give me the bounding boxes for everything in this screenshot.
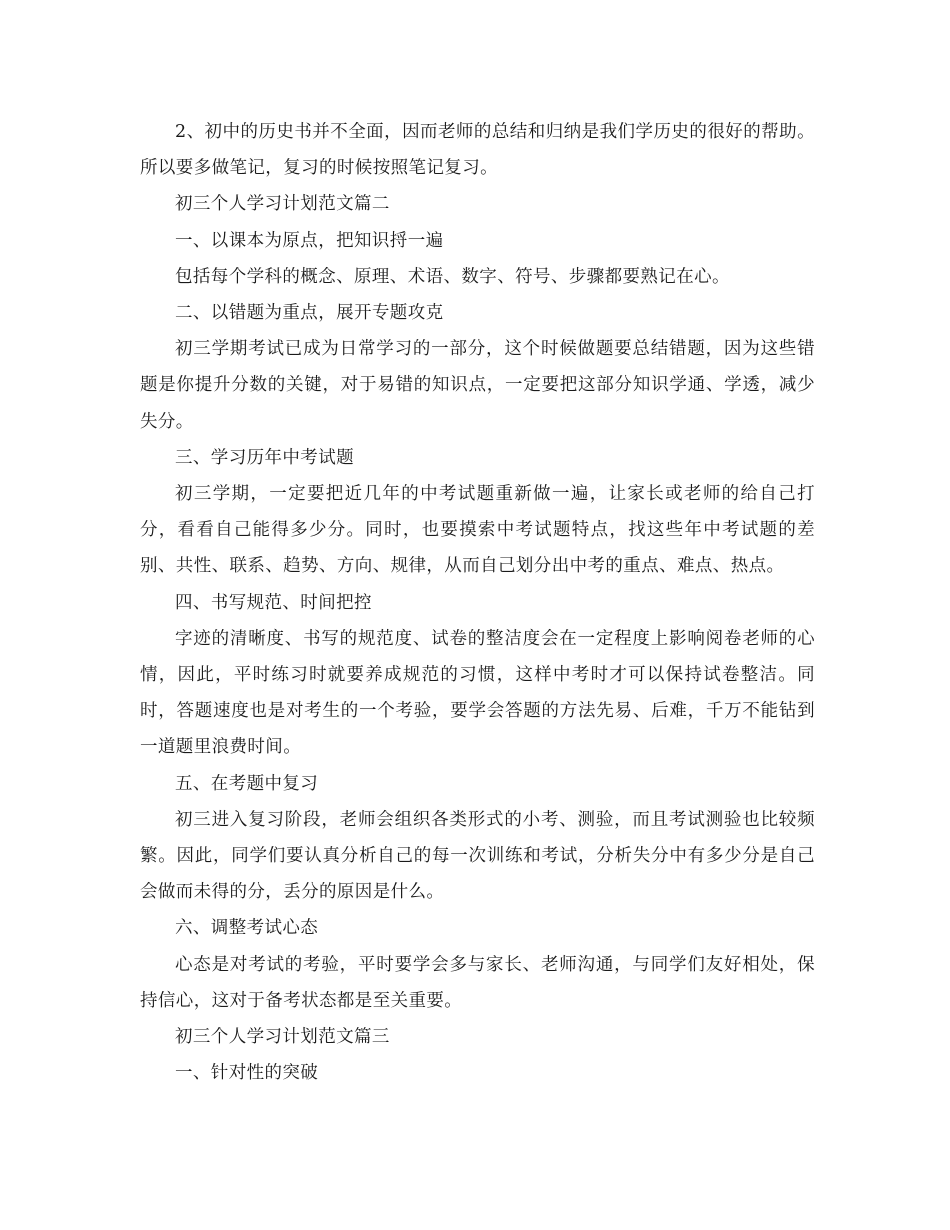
item-heading-2: 二、以错题为重点，展开专题攻克 [175,303,444,324]
paragraph-item-2: 初三学期考试已成为日常学习的一部分，这个时候做题要总结错题，因为这些错题是你提升分数的关键，对于易错的知识点，一定要把这部分知识学通、学透，减少失分。 [140,339,815,432]
item-heading-4: 四、书写规范、时间把控 [175,592,372,613]
item-heading-1-part-three: 一、针对性的突破 [175,1063,319,1084]
section-heading-part-two: 初三个人学习计划范文篇二 [175,194,390,215]
item-heading-1: 一、以课本为原点，把知识捋一遍 [175,230,444,251]
item-heading-3: 三、学习历年中考试题 [175,447,354,468]
paragraph-item-3: 初三学期，一定要把近几年的中考试题重新做一遍，让家长或老师的给自己打分，看看自己能得多少分。同时，也要摸索中考试题特点，找这些年中考试题的差别、共性、联系、趋势、方向、规律，从而自己划分出中考的重点、难点、热点。 [140,484,815,577]
paragraph-item-4: 字迹的清晰度、书写的规范度、试卷的整洁度会在一定程度上影响阅卷老师的心情，因此，平时练习时就要养成规范的习惯，这样中考时才可以保持试卷整洁。同时，答题速度也是对考生的一个考验，要学会答题的方法先易、后难，千万不能钻到一道题里浪费时间。 [140,628,815,758]
document-body [140,114,815,1091]
section-heading-part-three: 初三个人学习计划范文篇三 [175,1027,390,1048]
paragraph-item-6: 心态是对考试的考验，平时要学会多与家长、老师沟通，与同学们友好相处，保持信心，这对于备考状态都是至关重要。 [140,954,815,1011]
paragraph-item-1: 包括每个学科的概念、原理、术语、数字、符号、步骤都要熟记在心。 [175,266,730,287]
paragraph-item-5: 初三进入复习阶段，老师会组织各类形式的小考、测验，而且考试测验也比较频繁。因此，同学们要认真分析自己的每一次训练和考试，分析失分中有多少分是自己会做而未得的分，丢分的原因是什么。 [140,809,815,903]
item-heading-5: 五、在考题中复习 [175,773,319,794]
item-heading-6: 六、调整考试心态 [175,918,319,939]
paragraph-history-notes: 2、初中的历史书并不全面，因而老师的总结和归纳是我们学历史的很好的帮助。所以要多做笔记，复习的时候按照笔记复习。 [140,122,815,179]
